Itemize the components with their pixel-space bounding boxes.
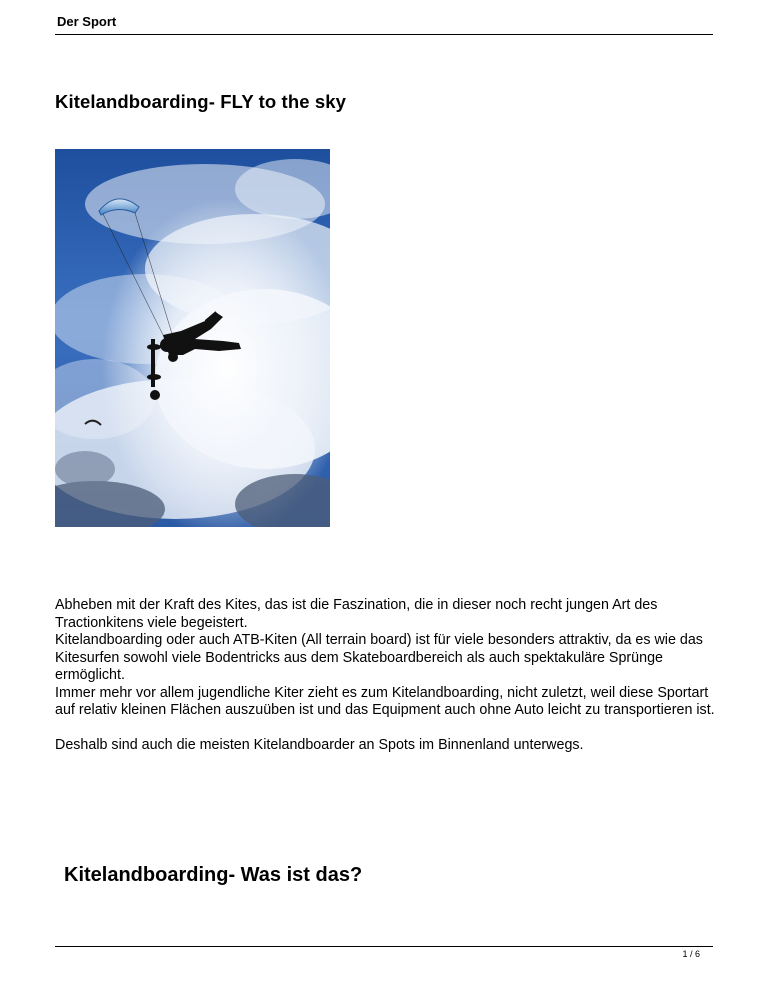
section-heading: Kitelandboarding- Was ist das?: [64, 864, 363, 886]
paragraph: Kitelandboarding oder auch ATB-Kiten (All terrain board) ist für viele besonders attraktiv, da es wie das Kitesurfen sowohl viele Bodentricks aus dem Skateboardbereich als auch spektakuläre Sprünge ermöglicht.: [55, 632, 703, 683]
document-header-title: Der Sport: [57, 14, 117, 29]
header-divider: [55, 34, 713, 35]
paragraph: Immer mehr vor allem jugendliche Kiter zieht es zum Kitelandboarding, nicht zuletzt, weil diese Sportart auf relativ kleinen Flächen auszuüben ist und das Equipment auch ohne Auto leicht zu transportieren ist.: [55, 684, 715, 718]
page-number: 1 / 6: [682, 949, 700, 959]
intro-text: [55, 597, 720, 755]
page-title: Kitelandboarding- FLY to the sky: [55, 91, 347, 112]
paragraph: Deshalb sind auch die meisten Kitelandboarder an Spots im Binnenland unterwegs.: [55, 737, 584, 753]
footer-divider: [55, 946, 713, 947]
paragraph: Abheben mit der Kraft des Kites, das ist die Faszination, die in dieser noch recht jungen Art des Tractionkitens viele begeistert.: [55, 597, 658, 631]
kitelandboarding-photo: [55, 149, 330, 527]
